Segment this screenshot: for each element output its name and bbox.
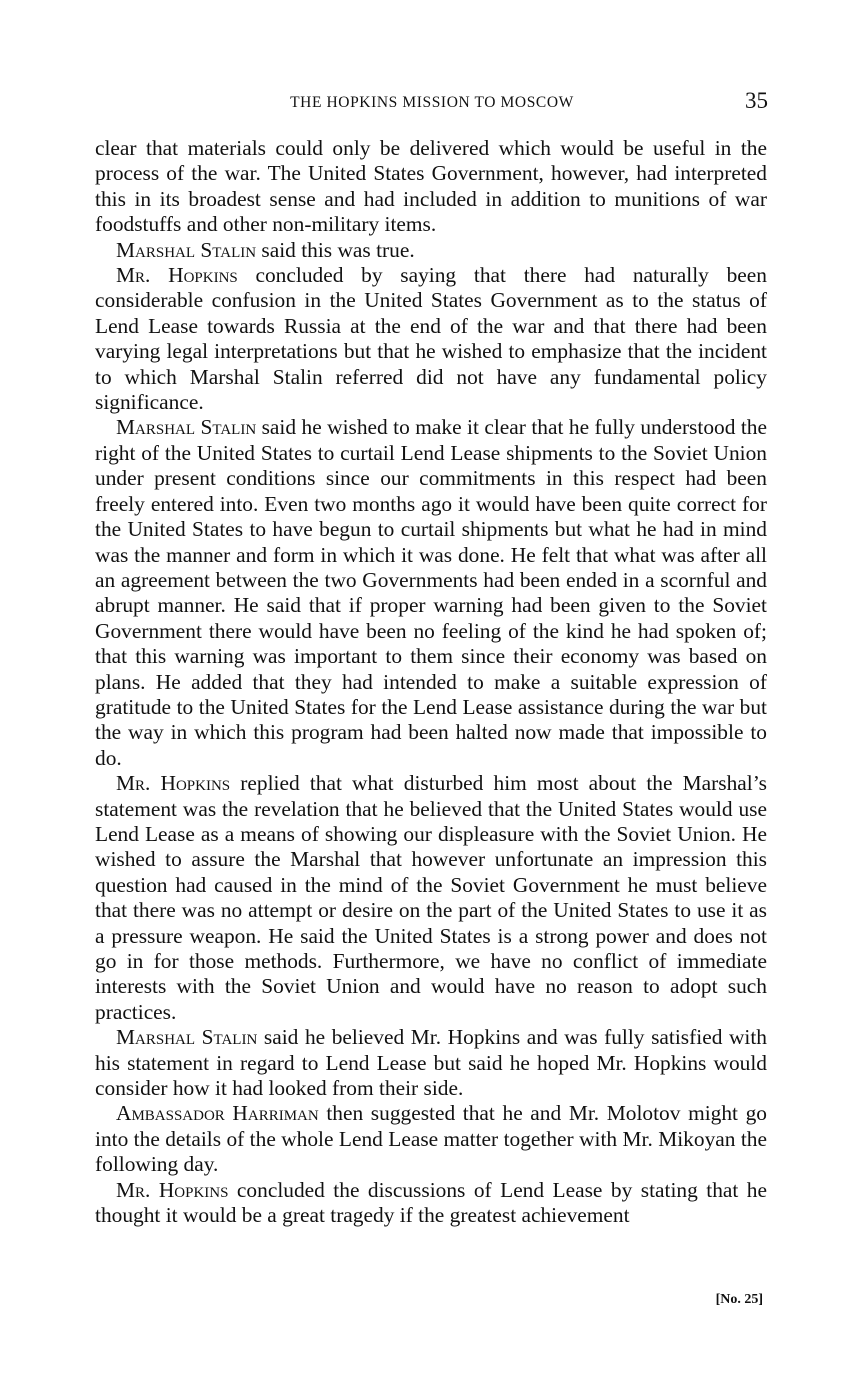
paragraph-text: said he believed Mr. Hopkins and was fully satisfied with his statement in regard to Lend Lease but said he hoped Mr. Hopkins would consider how it had looked from their side. [95,1025,768,1101]
document-number: [No. 25] [715,1292,763,1307]
speaker-name: Marshal Stalin [116,415,257,440]
paragraph-text: clear that materials could only be delivered which would be useful in the process of the war. The United States Government, however, had interpreted this in its broadest sense and had included in addition to munitions of war foodstuffs and other non-military items. [95,136,767,237]
paragraph [95,1178,767,1229]
paragraph [95,1101,767,1177]
paragraph [95,415,767,771]
paragraph [95,1025,767,1101]
paragraph [95,263,767,415]
speaker-name: Marshal Stalin [116,237,257,262]
paragraph [95,136,767,238]
paragraph-text: replied that what disturbed him most about the Marshal’s statement was the revelation that he believed that the United States would use Lend Lease as a means of showing our displeasure with the Soviet Union. He wished to assure the Marshal that however unfortunate an impression this question had caused in the mind of the Soviet Government he must believe that there was no attempt or desire on the part of the United States to use it as a pressure weapon. He said the United States is a strong power and does not go in for those methods. Furthermore, we have no conflict of immediate interests with the Soviet Union and would have no reason to adopt such practices. [95,771,767,1024]
paragraph-text: then suggested that he and Mr. Molotov might go into the details of the whole Lend Lease matter together with Mr. Mikoyan the following day. [95,1101,767,1177]
paragraph [95,238,767,263]
body-text [95,136,767,1228]
speaker-name: Marshal Stalin [116,1025,258,1050]
speaker-name: Mr. Hopkins [116,263,238,288]
paragraph-text: concluded by saying that there had naturally been considerable confusion in the United States Government as to the status of Lend Lease towards Russia at the end of the war and that there had been varying legal interpretations but that he wished to emphasize that the incident to which Marshal Stalin referred did not have any fundamental policy significance. [95,263,767,415]
speaker-name: Mr. Hopkins [116,1177,229,1202]
paragraph [95,771,767,1025]
page-number: 35 [745,88,768,113]
paragraph-text: said he wished to make it clear that he fully understood the right of the United States to curtail Lend Lease shipments to the Soviet Union under present conditions since our commitments in this respect had been freely entered into. Even two months ago it would have been quite correct for the United States to have begun to curtail shipments but what he had in mind was the manner and form in which it was done. He felt that what was after all an agreement between the two Governments had been ended in a scornful and abrupt manner. He said that if proper warning had been given to the Soviet Government there would have been no feeling of the kind he had spoken of; that this warning was important to them since their economy was based on plans. He added that they had intended to make a suitable expression of gratitude to the United States for the Lend Lease assistance during the war but the way in which this program had been halted now made that impossible to do. [95,415,767,770]
running-head [96,88,768,120]
speaker-name: Ambassador Harriman [116,1101,319,1126]
speaker-name: Mr. Hopkins [116,771,231,796]
running-title: THE HOPKINS MISSION TO MOSCOW [290,94,574,111]
paragraph-text: said this was true. [256,237,415,262]
paragraph-text: concluded the discussions of Lend Lease by stating that he thought it would be a great tragedy if the greatest achievement [95,1177,767,1228]
